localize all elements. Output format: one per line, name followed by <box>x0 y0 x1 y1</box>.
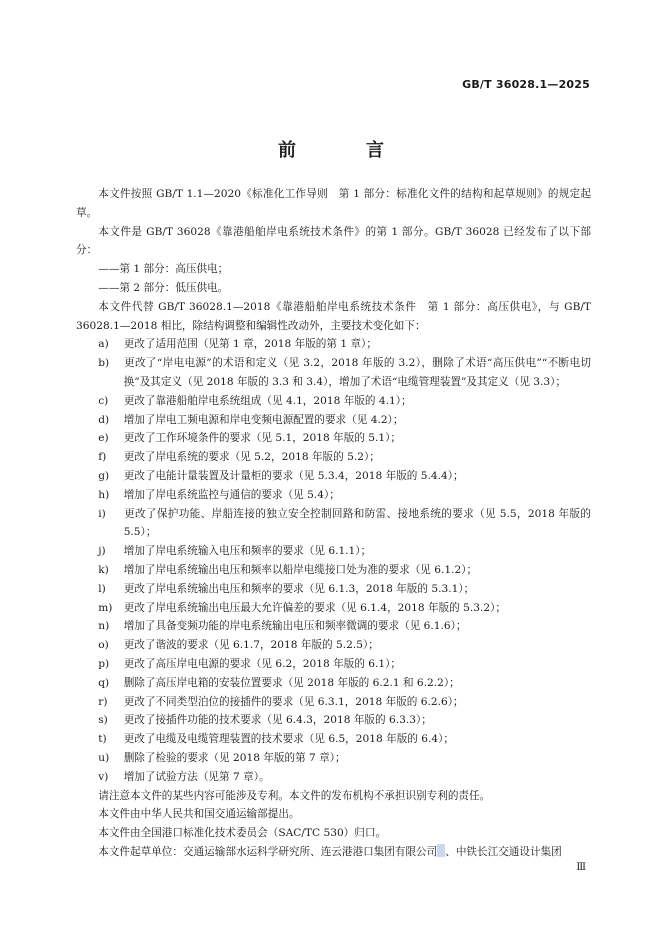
change-text: 更改了电能计量装置及计量柜的要求（见 5.3.4，2018 年版的 5.4.4）； <box>123 469 464 482</box>
change-label: l) <box>98 582 106 595</box>
change-text: 更改了“岸电电源”的术语和定义（见 3.2，2018 年版的 3.2），删除了术语“高压供电”“不断电切换”及其定义（见 2018 年版的 3.3 和 3.4），增加了术语“电缆管理装置”及其定义（见 3.3）； <box>123 357 591 388</box>
change-item <box>76 505 591 543</box>
changes-list <box>76 335 591 786</box>
change-text: 更改了接插件功能的技术要求（见 6.4.3，2018 年版的 6.3.3）； <box>123 714 432 727</box>
change-label: o) <box>98 639 109 652</box>
change-label: c) <box>98 394 109 407</box>
change-label: d) <box>98 413 110 426</box>
change-item <box>76 655 591 674</box>
change-item <box>76 335 591 354</box>
change-text: 更改了岸电系统输出电压和频率的要求（见 6.1.3，2018 年版的 5.3.1）； <box>123 582 475 595</box>
change-text: 更改了谐波的要求（见 6.1.7，2018 年版的 5.2.5）； <box>123 639 379 652</box>
change-text: 更改了高压岸电电源的要求（见 6.2，2018 年版的 6.1）； <box>123 657 402 670</box>
change-text: 增加了岸电系统监控与通信的要求（见 5.4）； <box>123 488 340 501</box>
change-text: 更改了岸电系统的要求（见 5.2，2018 年版的 5.2）； <box>123 451 380 464</box>
change-item <box>76 636 591 655</box>
change-item <box>76 580 591 599</box>
change-label: q) <box>98 676 110 689</box>
change-label: k) <box>98 563 109 576</box>
change-item <box>76 617 591 636</box>
paragraph-drafting-basis: 本文件按照 GB/T 1.1—2020《标准化工作导则 第 1 部分：标准化文件的结构和起草规则》的规定起草。 <box>76 188 591 219</box>
change-label: j) <box>98 545 106 558</box>
change-item <box>76 542 591 561</box>
change-label: s) <box>98 714 108 727</box>
change-text: 增加了岸电系统输出电压和频率以船岸电缆接口处为准的要求（见 6.1.2）； <box>123 563 478 576</box>
change-label: f) <box>98 451 107 464</box>
change-text: 删除了高压岸电箱的安装位置要求（见 2018 年版的 6.2.1 和 6.2.2）； <box>123 676 460 689</box>
change-label: t) <box>98 733 107 746</box>
change-item <box>76 730 591 749</box>
change-label: b) <box>98 357 110 370</box>
change-item <box>76 693 591 712</box>
paragraph-technical-committee: 本文件由全国港口标准化技术委员会（SAC/TC 530）归口。 <box>98 827 387 840</box>
change-label: m) <box>98 601 113 614</box>
change-text: 更改了不同类型泊位的接插件的要求（见 6.3.1，2018 年版的 6.2.6）； <box>123 695 464 708</box>
change-label: u) <box>98 751 110 764</box>
change-label: h) <box>98 488 110 501</box>
change-text: 更改了靠港船舶岸电系统组成（见 4.1，2018 年版的 4.1）； <box>123 394 412 407</box>
change-item <box>76 448 591 467</box>
change-text: 更改了工作环境条件的要求（见 5.1，2018 年版的 5.1）； <box>123 432 402 445</box>
page-title: 前 言 <box>278 140 410 161</box>
change-item <box>76 392 591 411</box>
change-text: 增加了岸电工频电源和岸电变频电源配置的要求（见 4.2）； <box>123 413 404 426</box>
change-item <box>76 599 591 618</box>
change-item <box>76 411 591 430</box>
paragraph-proposer: 本文件由中华人民共和国交通运输部提出。 <box>98 808 300 821</box>
change-text: 删除了检验的要求（见 2018 年版的第 7 章）； <box>123 751 346 764</box>
paragraph-replacement: 本文件代替 GB/T 36028.1—2018《靠港船舶岸电系统技术条件 第 1 部分：高压供电》，与 GB/T 36028.1—2018 相比，除结构调整和编辑性改动外，主要技术变化如下： <box>76 300 591 332</box>
change-label: e) <box>98 432 109 445</box>
change-text: 更改了电缆及电缆管理装置的技术要求（见 6.5，2018 年版的 6.4）； <box>123 733 454 746</box>
document-code: GB/T 36028.1—2025 <box>462 78 590 91</box>
paragraph-patent-notice: 请注意本文件的某些内容可能涉及专利。本文件的发布机构不承担识别专利的责任。 <box>98 789 491 802</box>
change-text: 更改了保护功能、岸船连接的独立安全控制回路和防雷、接地系统的要求（见 5.5，2018 年版的 5.5）； <box>123 507 591 539</box>
part-list-item: ——第 2 部分：低压供电。 <box>98 281 229 294</box>
change-label: p) <box>98 657 110 670</box>
change-text: 更改了适用范围（见第 1 章，2018 年版的第 1 章）； <box>123 338 377 351</box>
change-item <box>76 486 591 505</box>
page-number: Ⅲ <box>576 862 586 873</box>
drafting-units-text-continued: 、中铁长江交通设计集团 <box>445 845 562 858</box>
paragraph-series-info: 本文件是 GB/T 36028《靠港船舶岸电系统技术条件》的第 1 部分。GB/T 36028 已经发布了以下部分： <box>76 225 591 257</box>
change-label: r) <box>98 695 108 708</box>
change-item <box>76 561 591 580</box>
change-text: 增加了试验方法（见第 7 章）。 <box>123 770 270 783</box>
change-label: v) <box>98 770 109 783</box>
change-label: i) <box>98 507 106 520</box>
drafting-units-text: 本文件起草单位：交通运输部水运科学研究所、连云港港口集团有限公司 <box>98 845 438 858</box>
change-text: 增加了岸电系统输入电压和频率的要求（见 6.1.1）； <box>123 545 372 558</box>
change-item <box>76 711 591 730</box>
change-item <box>76 467 591 486</box>
change-item <box>76 429 591 448</box>
foreword-body <box>76 185 591 862</box>
change-item <box>76 749 591 768</box>
change-item <box>76 768 591 787</box>
change-label: n) <box>98 620 110 633</box>
part-list-item: ——第 1 部分：高压供电； <box>98 263 229 276</box>
change-item <box>76 674 591 693</box>
change-label: g) <box>98 469 110 482</box>
paragraph-drafting-units <box>76 843 591 862</box>
change-item <box>76 354 591 392</box>
change-text: 增加了具备变频功能的岸电系统输出电压和频率微调的要求（见 6.1.6）； <box>123 620 467 633</box>
change-label: a) <box>98 338 109 351</box>
change-text: 更改了岸电系统输出电压最大允许偏差的要求（见 6.1.4，2018 年版的 5.3.2）； <box>123 601 506 614</box>
